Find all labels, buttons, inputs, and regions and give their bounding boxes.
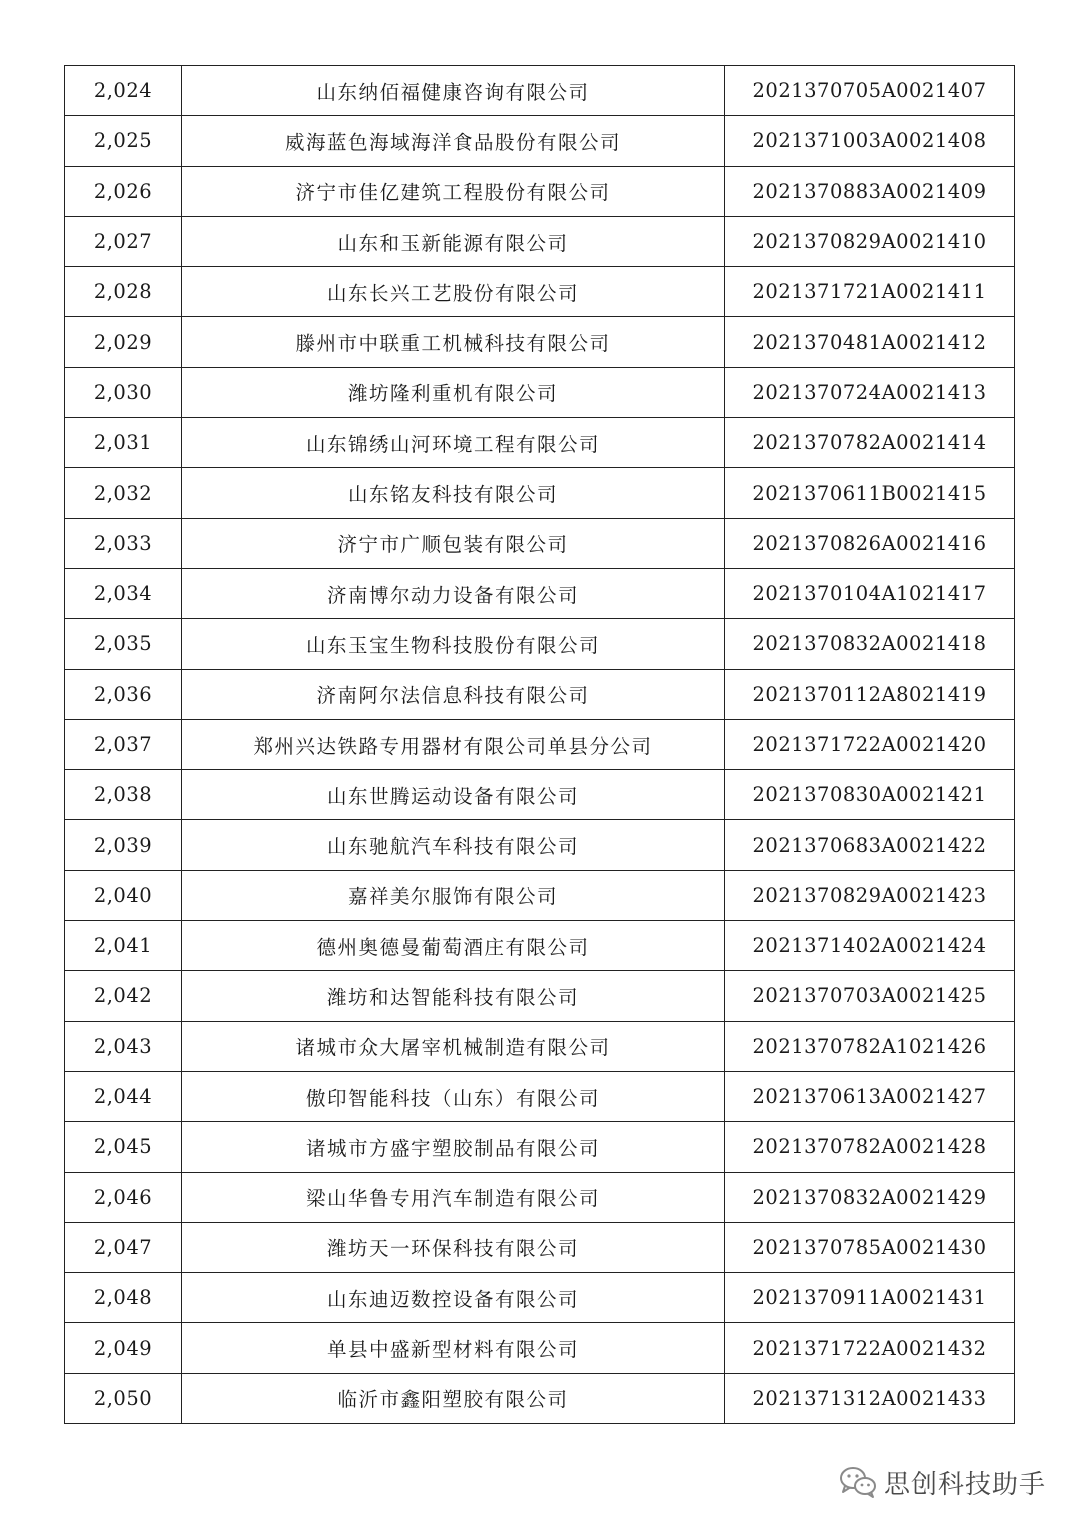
table-row — [65, 1071, 1015, 1121]
table-row — [65, 518, 1015, 568]
registration-code: 2021370782A0021414 — [725, 418, 1015, 468]
table-row — [65, 1273, 1015, 1323]
registration-code: 2021370832A0021418 — [725, 619, 1015, 669]
table-row — [65, 367, 1015, 417]
registration-code: 2021370785A0021430 — [725, 1222, 1015, 1272]
row-number: 2,030 — [65, 367, 182, 417]
row-number: 2,036 — [65, 669, 182, 719]
registration-code: 2021371722A0021432 — [725, 1323, 1015, 1373]
table-row — [65, 166, 1015, 216]
company-name: 威海蓝色海域海洋食品股份有限公司 — [182, 116, 725, 166]
row-number: 2,043 — [65, 1021, 182, 1071]
registration-code: 2021370830A0021421 — [725, 770, 1015, 820]
watermark — [838, 1460, 1046, 1504]
company-name: 济宁市广顺包装有限公司 — [182, 518, 725, 568]
company-name: 嘉祥美尔服饰有限公司 — [182, 870, 725, 920]
company-name: 济南博尔动力设备有限公司 — [182, 568, 725, 618]
row-number: 2,033 — [65, 518, 182, 568]
row-number: 2,027 — [65, 216, 182, 266]
company-name: 郑州兴达铁路专用器材有限公司单县分公司 — [182, 719, 725, 769]
table-row — [65, 770, 1015, 820]
table-row — [65, 1021, 1015, 1071]
registration-code: 2021371003A0021408 — [725, 116, 1015, 166]
table-row — [65, 216, 1015, 266]
table-row — [65, 669, 1015, 719]
table-row — [65, 1373, 1015, 1423]
registration-code: 2021370112A8021419 — [725, 669, 1015, 719]
row-number: 2,028 — [65, 267, 182, 317]
table-row — [65, 317, 1015, 367]
table-row — [65, 468, 1015, 518]
table-row — [65, 619, 1015, 669]
row-number: 2,029 — [65, 317, 182, 367]
table-row — [65, 1172, 1015, 1222]
registration-code: 2021370826A0021416 — [725, 518, 1015, 568]
table-row — [65, 267, 1015, 317]
registration-code: 2021370683A0021422 — [725, 820, 1015, 870]
table-row — [65, 66, 1015, 116]
row-number: 2,025 — [65, 116, 182, 166]
row-number: 2,031 — [65, 418, 182, 468]
wechat-icon — [838, 1465, 878, 1499]
company-name: 山东纳佰福健康咨询有限公司 — [182, 66, 725, 116]
company-name: 临沂市鑫阳塑胶有限公司 — [182, 1373, 725, 1423]
row-number: 2,040 — [65, 870, 182, 920]
company-name: 潍坊和达智能科技有限公司 — [182, 971, 725, 1021]
row-number: 2,039 — [65, 820, 182, 870]
company-name: 山东铭友科技有限公司 — [182, 468, 725, 518]
table-row — [65, 971, 1015, 1021]
table-row — [65, 1122, 1015, 1172]
row-number: 2,048 — [65, 1273, 182, 1323]
company-name: 山东锦绣山河环境工程有限公司 — [182, 418, 725, 468]
row-number: 2,049 — [65, 1323, 182, 1373]
row-number: 2,032 — [65, 468, 182, 518]
registration-code: 2021370782A1021426 — [725, 1021, 1015, 1071]
registration-code: 2021370832A0021429 — [725, 1172, 1015, 1222]
registration-code: 2021370829A0021423 — [725, 870, 1015, 920]
registration-code: 2021370724A0021413 — [725, 367, 1015, 417]
table-row — [65, 719, 1015, 769]
row-number: 2,041 — [65, 921, 182, 971]
company-name: 潍坊隆利重机有限公司 — [182, 367, 725, 417]
company-list-table — [64, 65, 1015, 1424]
row-number: 2,038 — [65, 770, 182, 820]
registration-code: 2021371722A0021420 — [725, 719, 1015, 769]
registration-code: 2021371402A0021424 — [725, 921, 1015, 971]
registration-code: 2021370613A0021427 — [725, 1071, 1015, 1121]
row-number: 2,050 — [65, 1373, 182, 1423]
company-name: 潍坊天一环保科技有限公司 — [182, 1222, 725, 1272]
registration-code: 2021371721A0021411 — [725, 267, 1015, 317]
company-name: 山东迪迈数控设备有限公司 — [182, 1273, 725, 1323]
table-row — [65, 116, 1015, 166]
company-name: 梁山华鲁专用汽车制造有限公司 — [182, 1172, 725, 1222]
company-name: 诸城市方盛宇塑胶制品有限公司 — [182, 1122, 725, 1172]
registration-code: 2021370911A0021431 — [725, 1273, 1015, 1323]
company-name: 德州奥德曼葡萄酒庄有限公司 — [182, 921, 725, 971]
watermark-text: 思创科技助手 — [884, 1469, 1047, 1500]
company-name: 山东长兴工艺股份有限公司 — [182, 267, 725, 317]
row-number: 2,037 — [65, 719, 182, 769]
table-row — [65, 418, 1015, 468]
table-row — [65, 1222, 1015, 1272]
company-name: 傲印智能科技（山东）有限公司 — [182, 1071, 725, 1121]
table-row — [65, 921, 1015, 971]
table-row — [65, 820, 1015, 870]
registration-code: 2021370611B0021415 — [725, 468, 1015, 518]
registration-code: 2021370703A0021425 — [725, 971, 1015, 1021]
row-number: 2,047 — [65, 1222, 182, 1272]
row-number: 2,035 — [65, 619, 182, 669]
registration-code: 2021370883A0021409 — [725, 166, 1015, 216]
table-row — [65, 870, 1015, 920]
registration-code: 2021370829A0021410 — [725, 216, 1015, 266]
company-name: 山东驰航汽车科技有限公司 — [182, 820, 725, 870]
row-number: 2,046 — [65, 1172, 182, 1222]
registration-code: 2021370782A0021428 — [725, 1122, 1015, 1172]
registration-code: 2021371312A0021433 — [725, 1373, 1015, 1423]
table-row — [65, 1323, 1015, 1373]
registration-code: 2021370104A1021417 — [725, 568, 1015, 618]
company-name: 山东玉宝生物科技股份有限公司 — [182, 619, 725, 669]
company-name: 山东世腾运动设备有限公司 — [182, 770, 725, 820]
row-number: 2,042 — [65, 971, 182, 1021]
registration-code: 2021370481A0021412 — [725, 317, 1015, 367]
row-number: 2,026 — [65, 166, 182, 216]
table-body — [65, 66, 1015, 1424]
row-number: 2,045 — [65, 1122, 182, 1172]
company-name: 滕州市中联重工机械科技有限公司 — [182, 317, 725, 367]
company-name: 诸城市众大屠宰机械制造有限公司 — [182, 1021, 725, 1071]
row-number: 2,024 — [65, 66, 182, 116]
company-name: 山东和玉新能源有限公司 — [182, 216, 725, 266]
company-name: 济宁市佳亿建筑工程股份有限公司 — [182, 166, 725, 216]
company-name: 单县中盛新型材料有限公司 — [182, 1323, 725, 1373]
table-row — [65, 568, 1015, 618]
registration-code: 2021370705A0021407 — [725, 66, 1015, 116]
row-number: 2,034 — [65, 568, 182, 618]
company-name: 济南阿尔法信息科技有限公司 — [182, 669, 725, 719]
row-number: 2,044 — [65, 1071, 182, 1121]
